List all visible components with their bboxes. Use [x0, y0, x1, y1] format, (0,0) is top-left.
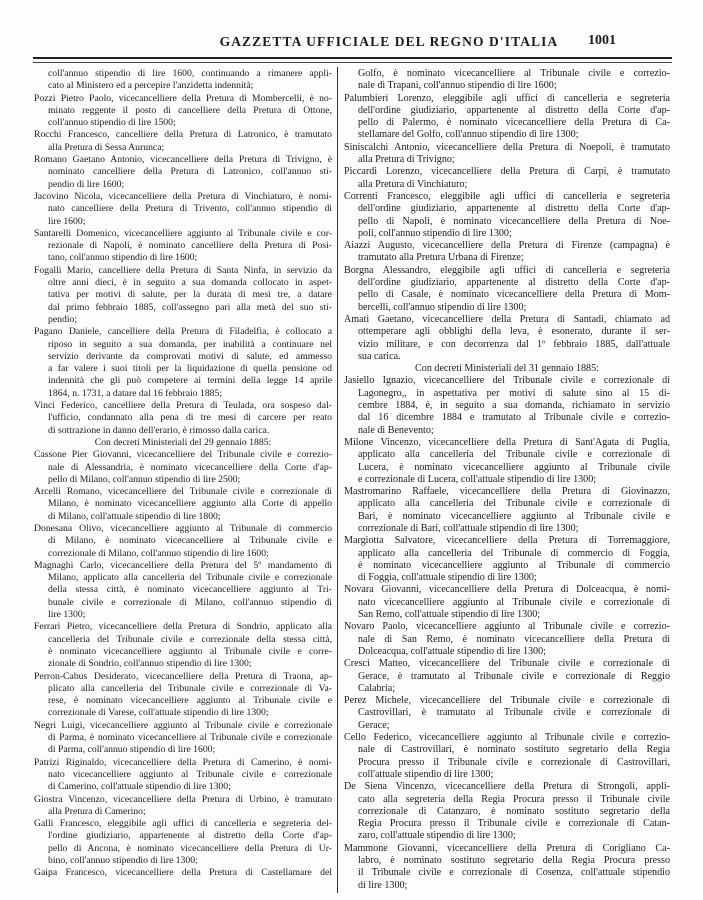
entry-line: Golfo, è nominato vicecancelliere al Tribunale civile e correzio-: [358, 68, 670, 79]
entry-line: della stessa città, è nominato vicecancelliere aggiunto al Tri-: [48, 584, 332, 596]
decree-entry: [34, 818, 332, 867]
entry-line: alla Pretura di Camerino;: [48, 805, 146, 817]
decree-entry: [34, 794, 332, 819]
entry-line: Romano Gaetano Antonio, vicecancelliere della Pretura di Trivigno, è: [34, 154, 332, 166]
decree-entry: [34, 191, 332, 228]
decree-entry: [34, 154, 332, 191]
decree-entry: [344, 375, 670, 436]
entry-line: labro, è nominato sostituto segretario della Regia Procura presso: [358, 855, 670, 866]
right-column: [344, 68, 670, 892]
entry-line: Novaro Paolo, vicecancelliere aggiunto al Tribunale civile e correzio-: [344, 621, 670, 633]
entry-line: applicato alla cancelleria del Tribunale civile e correzionale di: [358, 449, 670, 461]
entry-line: applicato alla cancelleria del Tribunale civile e correzionale di: [358, 498, 670, 510]
entry-line: tano, coll'annuo stipendio di lire 1600;: [48, 252, 198, 264]
entry-line: Lucera, è nominato vicecancelliere aggiunto al Tribunale civile: [358, 461, 670, 473]
decree-entry: [344, 658, 670, 695]
entry-line: lire 1600;: [48, 215, 86, 227]
entry-line: pello di Casale, è nominato vicecancelliere della Pretura di Mom-: [358, 289, 670, 301]
entry-line: Margiotta Salvatore, vicecancelliere della Pretura di Torremaggiore,: [344, 535, 670, 547]
entry-line: 1864, n. 1731, a datare dal 16 febbraio 1885;: [48, 387, 223, 399]
continued-entry: [344, 68, 670, 93]
section-heading: Con decreti Ministeriali del 29 gennaio 1885:: [94, 436, 272, 448]
decree-entry: [344, 584, 670, 621]
entry-line: nato cancelliere della Pretura di Trivento, coll'annuo stipendio di: [48, 203, 332, 215]
decree-entry: [34, 523, 332, 560]
entry-line: rese, è nominato vicecancelliere aggiunto al Tribunale civile e: [48, 695, 332, 707]
entry-line: Siniscalchi Antonio, vicecancelliere della Pretura di Noepoli, è tramutato: [344, 141, 670, 153]
entry-line: servizio derivante da comprovati motivi di salute, ed ammesso: [48, 350, 332, 362]
entry-line: Correnti Francesco, eleggibile agli uffici di cancelleria e segreteria: [344, 190, 670, 202]
decree-entry: [34, 265, 332, 326]
entry-line: Vinci Federico, cancelliere della Pretura di Teulada, ora sospeso dal-: [34, 400, 332, 412]
entry-line: Arcelli Romano, vicecancelliere del Tribunale civile e correzionale di: [34, 486, 332, 498]
entry-line: nato vicecancelliere aggiunto al Tribunale civile e correzionale di: [358, 596, 670, 608]
entry-line: Mammone Giovanni, vicecancelliere della Pretura di Corigliano Ca-: [344, 842, 670, 854]
entry-line: nale di Benevento;: [358, 424, 434, 436]
entry-line: cembre 1884, è, in seguito a sua domanda, richiamato in servizio: [358, 400, 670, 412]
entry-line: Lagonegro,, in aspettativa per motivi di salute sino al 15 di-: [358, 387, 670, 399]
entry-line: pendio;: [48, 313, 78, 325]
decree-entry: [34, 326, 332, 400]
entry-line: Mastromarino Raffaele, vicecancelliere della Pretura di Giovinazzo,: [344, 486, 670, 498]
entry-line: riposo in seguito a sua domanda, per inabilità a continuare nel: [48, 338, 332, 350]
entry-line: tramutato alla Pretura Urbana di Firenze;: [358, 252, 524, 264]
entry-line: dal 16 dicembre 1884 e tramutato al Tribunale civile e correzio-: [358, 412, 670, 424]
page-number: 1001: [588, 33, 616, 48]
entry-line: Perez Michele, vicecancelliere del Tribunale civile e correzionale di: [344, 695, 670, 707]
entry-line: alla Pretura di Trivigno;: [358, 154, 455, 166]
entry-line: di Milano, coll'attuale stipendio di lire 1800;: [48, 510, 221, 522]
decree-entry: [344, 781, 670, 842]
entry-line: Castrovillari, è tramutato al Tribunale civile e correzionale di: [358, 707, 670, 719]
continued-entry: [34, 68, 332, 93]
entry-line: di lire 1300;: [358, 879, 408, 891]
decree-entry: [344, 93, 670, 142]
entry-line: correzionale di Milano, coll'annuo stipendio di lire 1600;: [48, 547, 269, 559]
entry-line: Negri Luigi, vicecancelliere aggiunto al Tribunale civile e correzionale: [34, 719, 332, 731]
decree-entry: [344, 314, 670, 363]
entry-line: l'ufficio, condannato alla pena di tre mesi di carcere per reato: [48, 412, 332, 424]
decree-entry: [344, 166, 670, 191]
entry-line: coll'annuo stipendio di lire 1600, continuando a rimanere appli-: [48, 68, 332, 79]
entry-line: pello di Ancona, è nominato vicecancelliere della Pretura di Ur-: [48, 842, 332, 854]
entry-line: nale di Trapani, coll'annuo stipendio di lire 1600;: [358, 80, 557, 92]
entry-line: Gerace, è tramutato al Tribunale civile e correzionale di Reggio: [358, 670, 670, 682]
entry-line: pello di Milano, coll'annuo stipendio di lire 2500;: [48, 473, 241, 485]
entry-line: Perron-Cabus Desiderato, vicecancelliere della Pretura di Traona, ap-: [34, 670, 332, 682]
entry-line: Fogalli Mario, cancelliere della Pretura di Santa Ninfa, in servizio da: [34, 264, 332, 276]
entry-line: Giostra Vincenzo, vicecancelliere della Pretura di Urbino, è tramutato: [34, 793, 332, 805]
entry-line: cancelleria del Tribunale civile e correzionale della stessa città,: [48, 633, 332, 645]
entry-line: tativa per motivi di salute, per la durata di mesi tre, a datare: [48, 289, 332, 301]
entry-line: Milano, è nominato vicecancelliere aggiunto alla Corte di appello: [48, 498, 332, 510]
entry-line: nale di San Remo, è nominato vicecancelliere della Pretura di: [358, 633, 670, 645]
entry-line: Donesana Olivo, vicecancelliere aggiunto al Tribunale di commercio: [34, 522, 332, 534]
entry-line: Pozzi Pietro Paolo, vicecancelliere della Pretura di Mombercelli, è no-: [34, 92, 332, 104]
header-rule: [33, 57, 672, 59]
entry-line: di Milano, è nominato vicecancelliere al Tribunale civile e: [48, 535, 332, 547]
entry-line: nale di Castrovillari, è nominato sostituto segretario della Regia: [358, 744, 670, 756]
decree-entry: [34, 757, 332, 794]
entry-line: Calabria;: [358, 682, 395, 694]
decree-entry: [34, 720, 332, 757]
entry-line: Bari, è nominato vicecancelliere aggiunto al Tribunale civile e: [358, 510, 670, 522]
entry-line: Cello Federico, vicecancelliere aggiunto al Tribunale civile e correzio-: [344, 732, 670, 744]
decree-entry: [34, 449, 332, 486]
header-rule-thin: [33, 62, 672, 63]
entry-line: Rocchi Francesco, cancelliere della Pretura di Latronico, è tramutato: [34, 129, 332, 141]
entry-line: Jasiello Ignazio, vicecancelliere del Tribunale civile e correzionale di: [344, 375, 670, 387]
entry-line: correzionale di Catanzaro, è nominato sostituto segretario della: [358, 805, 670, 817]
left-column: [34, 68, 332, 880]
entry-line: dal primo febbraio 1885, coll'assegno pari alla metà del suo sti-: [48, 301, 332, 313]
entry-line: ottemperare agli obblighi della leva, è esonerato, durante il ser-: [358, 326, 670, 338]
entry-line: rezionale di Napoli, è nominato cancelliere della Pretura di Posi-: [48, 240, 332, 252]
entry-line: dell'ordine giudiziario, appartenente al distretto della Corte d'ap-: [358, 277, 670, 289]
entry-line: dell'ordine giudiziario, appartenente al distretto della Corte d'ap-: [358, 203, 670, 215]
entry-line: alla Pretura di Sessa Aurunca;: [48, 141, 165, 153]
entry-line: il Tribunale civile e correzionale di Cosenza, coll'attuale stipendio: [358, 867, 670, 879]
entry-line: De Siena Vincenzo, vicecancelliere della Pretura di Strongoli, appli-: [344, 781, 670, 793]
decree-entry: [34, 671, 332, 720]
entry-line: Gerace;: [358, 719, 390, 731]
entry-line: lire 1300;: [48, 609, 86, 621]
entry-line: e correzionale di Lucera, coll'attuale stipendio di lire 1300;: [358, 473, 597, 485]
entry-line: di Parma, è nominato vicecancelliere al Tribunale civile e correzionale: [48, 732, 332, 744]
entry-line: sua carica.: [358, 350, 401, 362]
entry-line: di sottrazione in danno dell'erario, è rimosso dalla carica.: [48, 424, 270, 436]
entry-line: Novara Giovanni, vicecancelliere della Pretura di Dolceacqua, è nomi-: [344, 584, 670, 596]
entry-line: Gaipa Francesco, vicecancelliere della Pretura di Castellamare del: [34, 867, 332, 879]
entry-line: Cresci Matteo, vicecancelliere del Tribunale civile e correzionale di: [344, 658, 670, 670]
entry-line: Borgna Alessandro, eleggibile agli uffici di cancelleria e segreteria: [344, 264, 670, 276]
decree-entry: [34, 228, 332, 265]
decree-entry: [34, 867, 332, 879]
entry-line: San Remo, coll'attuale stipendio di lire 1300;: [358, 609, 541, 621]
entry-line: Cassone Pier Giovanni, vicecancelliere del Tribunale civile e correzio-: [34, 449, 332, 461]
entry-line: pello di Palermo, è nominato vicecancelliere della Pretura di Ca-: [358, 117, 670, 129]
entry-line: di Camerino, coll'attuale stipendio di lire 1300;: [48, 781, 231, 793]
decree-entry: [34, 400, 332, 437]
decree-entry: [344, 535, 670, 584]
decree-entry: [344, 265, 670, 314]
decree-entry: [34, 129, 332, 154]
entry-line: Jacovino Nicola, vicecancelliere della Pretura di Vinchiaturo, è nomi-: [34, 190, 332, 202]
entry-line: nominato cancelliere della Pretura di Latronico, coll'annuo sti-: [48, 166, 332, 178]
entry-line: coll'attuale stipendio di lire 1300;: [358, 768, 494, 780]
entry-line: di Foggia, coll'attuale stipendio di lire 1300;: [358, 572, 537, 584]
entry-line: zionale di Sondrio, coll'annuo stipendio di lire 1300;: [48, 658, 252, 670]
entry-line: è nominato vicecancelliere aggiunto al Tribunale civile e corre-: [48, 645, 332, 657]
decree-entry: [344, 142, 670, 167]
section-heading: Con decreti Ministeriali del 31 gennaio 1885:: [415, 363, 599, 375]
entry-line: Ferrari Pietro, vicecancelliere della Pretura di Sondrio, applicato alla: [34, 621, 332, 633]
entry-line: Milone Vincenzo, vicecancelliere della Pretura di Sant'Agata di Puglia,: [344, 436, 670, 448]
decree-entry: [344, 695, 670, 732]
decree-entry: [34, 621, 332, 670]
entry-line: plicato alla cancelleria del Tribunale civile e correzionale di Va-: [48, 682, 332, 694]
entry-line: nato vicecancelliere aggiunto al Tribunale civile e correzionale: [48, 768, 332, 780]
entry-line: cato al Ministero ed a percepire l'anzidetta indennità;: [48, 80, 254, 92]
decree-entry: [34, 486, 332, 523]
entry-line: Procura presso il Tribunale civile e correzionale di Castrovillari,: [358, 756, 670, 768]
entry-line: a far valere i suoi titoli per la liquidazione di quella pensione od: [48, 363, 332, 375]
entry-line: Palumbieri Lorenzo, eleggibile agli uffici di cancelleria e segreteria: [344, 92, 670, 104]
entry-line: Magnaghi Carlo, vicecancelliere della Pretura del 5º mandamento di: [34, 559, 332, 571]
entry-line: alla Pretura di Vinchiaturo;: [358, 178, 468, 190]
entry-line: dell'ordine giudiziario, appartenente al distretto della Corte d'ap-: [358, 104, 670, 116]
entry-line: pello di Napoli, è nominato vicecancelliere della Pretura di Noe-: [358, 215, 670, 227]
entry-line: bercelli, coll'annuo stipendio di lire 1300;: [358, 301, 527, 313]
entry-line: Dolceacqua, coll'attuale stipendio di lire 1300;: [358, 645, 546, 657]
column-divider: [337, 67, 338, 893]
entry-line: zaro, coll'attuale stipendio di lire 1300;: [358, 830, 516, 842]
entry-line: coll'annuo stipendio di lire 1500;: [48, 117, 176, 129]
entry-line: vizio militare, e con decorrenza dal 1º febbraio 1885, dall'attuale: [358, 338, 670, 350]
entry-line: Piccardi Lorenzo, vicecancelliere della Pretura di Carpi, è tramutato: [344, 166, 670, 178]
decree-entry: [344, 437, 670, 486]
entry-line: bino, coll'annuo stipendio di lire 1300;: [48, 855, 198, 866]
decree-entry: [34, 93, 332, 130]
entry-line: Patrizi Riginaldo, vicecancelliere della Pretura di Camerino, è nomi-: [34, 756, 332, 768]
entry-line: Pagano Daniele, cancelliere della Pretura di Filadelfia, è collocato a: [34, 326, 332, 338]
entry-line: Regia Procura presso il Tribunale civile e correzionale di Catan-: [358, 818, 670, 830]
entry-line: Santarelli Domenico, vicecancelliere aggiunto al Tribunale civile e cor-: [34, 227, 332, 239]
entry-line: pendio di lire 1600;: [48, 178, 125, 190]
decree-entry: [344, 486, 670, 535]
entry-line: Galli Francesco, eleggibile agli uffici di cancelleria e segreteria del-: [34, 818, 332, 830]
entry-line: Milano, applicato alla cancelleria del Tribunale civile e correzionale: [48, 572, 332, 584]
decree-entry: [344, 732, 670, 781]
entry-line: cato alla segreteria della Regia Procura presso il Tribunale civile: [358, 793, 670, 805]
decree-entry: [344, 843, 670, 892]
entry-line: l'ordine giudiziario, appartenente al distretto della Corte d'ap-: [48, 830, 332, 842]
decree-entry: [344, 240, 670, 265]
entry-line: poli, coll'annuo stipendio di lire 1300;: [358, 227, 512, 239]
entry-line: Amati Gaetano, vicecancelliere della Pretura di Santadi, chiamato ad: [344, 313, 670, 325]
entry-line: è nominato vicecancelliere aggiunto al Tribunale di commercio: [358, 559, 670, 571]
decree-entry: [344, 621, 670, 658]
entry-line: correzionale di Bari, coll'attuale stipendio di lire 1300;: [358, 522, 579, 534]
entry-line: minato reggente il posto di cancelliere della Pretura di Ottone,: [48, 104, 332, 116]
entry-line: bunale civile e correzionale di Milano, coll'annuo stipendio di: [48, 596, 332, 608]
entry-line: correzionale di Varese, coll'attuale stipendio di lire 1300;: [48, 707, 269, 719]
entry-line: indennità che gli può competere ai termini della legge 14 aprile: [48, 375, 332, 387]
entry-line: stellamare del Golfo, coll'annuo stipendio di lire 1300;: [358, 129, 579, 141]
decree-entry: [34, 560, 332, 621]
entry-line: di Parma, coll'annuo stipendio di lire 1600;: [48, 744, 216, 756]
entry-line: applicato alla cancelleria del Tribunale di commercio di Foggia,: [358, 547, 670, 559]
decree-entry: [344, 191, 670, 240]
entry-line: oltre anni dieci, è in seguito a sua domanda collocato in aspet-: [48, 277, 332, 289]
entry-line: Aiazzi Augusto, vicecancelliere della Pretura di Firenze (campagna) è: [344, 240, 670, 252]
gazette-title: GAZZETTA UFFICIALE DEL REGNO D'ITALIA: [219, 34, 559, 49]
entry-line: nale di Alessandria, è nominato vicecancelliere della Corte d'ap-: [48, 461, 332, 473]
